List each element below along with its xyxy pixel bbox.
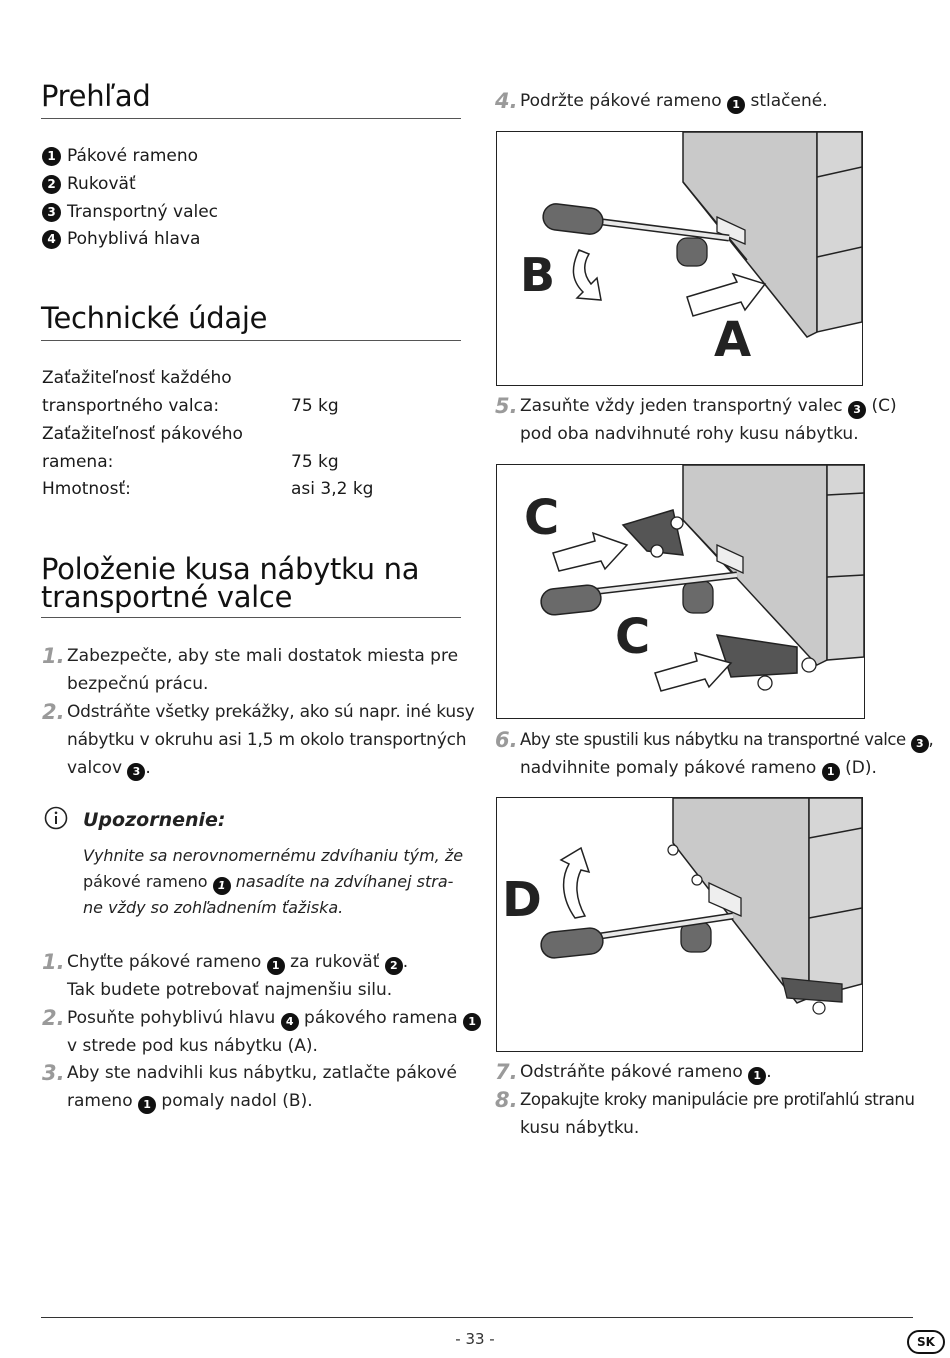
- ref-badge: 3: [848, 401, 866, 419]
- step-text-part: rameno: [67, 1091, 133, 1111]
- language-badge: SK: [907, 1330, 945, 1354]
- figure-label-a: A: [714, 312, 752, 368]
- tech-label: Hmotnosť:: [42, 479, 131, 499]
- overview-item-label: Pohyblivá hlava: [67, 229, 201, 249]
- step-text-part: nadvihnite pomaly pákové rameno: [520, 758, 817, 778]
- ref-badge: 1: [463, 1013, 481, 1031]
- step-text: [520, 726, 933, 754]
- step-text-part: Odstráňte pákové rameno: [520, 1062, 743, 1082]
- step-text-part: ,: [928, 730, 934, 749]
- note-text-part: nasadíte na zdvíhanej stra-: [235, 872, 454, 891]
- step-number: 1.: [42, 644, 65, 668]
- ref-badge: 3: [127, 763, 145, 781]
- info-icon: [44, 806, 68, 830]
- overview-title: Prehľad: [41, 79, 151, 113]
- step-text-part: (D).: [845, 758, 877, 778]
- placing-title-line2: transportné valce: [41, 580, 293, 614]
- figure-label-c: C: [524, 490, 560, 546]
- overview-item-label: Transportný valec: [67, 202, 219, 222]
- tech-label: Zaťažiteľnosť každého: [42, 368, 232, 388]
- step-text: pod oba nadvihnuté rohy kusu nábytku.: [520, 424, 859, 444]
- overview-item: [42, 228, 200, 250]
- step-text: [67, 1004, 481, 1032]
- step-text-part: pákového ramena: [304, 1008, 458, 1028]
- tech-value: 75 kg: [291, 396, 339, 416]
- ref-badge: 2: [385, 957, 403, 975]
- note-text: Vyhnite sa nerovnomernému zdvíhaniu tým, že: [83, 846, 464, 865]
- ref-badge: 1: [267, 957, 285, 975]
- number-badge: 1: [42, 147, 61, 166]
- note-text: ne vždy so zohľadnením ťažiska.: [83, 898, 344, 917]
- overview-item-label: Rukoväť: [67, 174, 136, 194]
- step-text: Tak budete potrebovať najmenšiu silu.: [67, 980, 393, 1000]
- step-text: [67, 754, 151, 782]
- note-title: Upozornenie:: [83, 809, 226, 831]
- tech-label: Zaťažiteľnosť pákového: [42, 424, 243, 444]
- ref-badge: 1: [748, 1067, 766, 1085]
- step-text: [520, 392, 897, 420]
- ref-badge: 1: [138, 1096, 156, 1114]
- overview-item: [42, 145, 198, 167]
- figure-label-b: B: [520, 248, 556, 302]
- step-text-part: Posuňte pohyblivú hlavu: [67, 1008, 276, 1028]
- step-text: Zopakujte kroky manipulácie pre protiľahlú stranu: [520, 1090, 915, 1109]
- figure-label-d: D: [502, 872, 542, 928]
- page-number: - 33 -: [455, 1330, 495, 1348]
- note-text: [83, 869, 453, 895]
- tech-value: 75 kg: [291, 452, 339, 472]
- figure-label-c: C: [615, 609, 651, 665]
- step-text-part: valcov: [67, 758, 123, 778]
- step-number: 7.: [495, 1060, 518, 1084]
- tech-title: Technické údaje: [41, 301, 268, 335]
- ref-badge: 3: [911, 735, 929, 753]
- step-text-part: stlačené.: [750, 91, 828, 111]
- overview-item: [42, 173, 136, 195]
- step-text-part: .: [145, 758, 151, 778]
- number-badge: 4: [42, 230, 61, 249]
- step-text: bezpečnú prácu.: [67, 674, 209, 694]
- figure-lever-press: [496, 131, 863, 386]
- step-number: 8.: [495, 1088, 518, 1112]
- step-text-part: za rukoväť: [290, 952, 380, 972]
- step-text: Zabezpečte, aby ste mali dostatok miesta pre: [67, 646, 459, 666]
- step-text-part: pomaly nadol (B).: [161, 1091, 313, 1111]
- ref-badge: 1: [822, 763, 840, 781]
- step-text-part: Aby ste spustili kus nábytku na transportné valce: [520, 730, 906, 749]
- figure-insert-rollers: [496, 464, 865, 719]
- overview-item: [42, 201, 218, 223]
- step-number: 6.: [495, 728, 518, 752]
- note-text-part: pákové rameno: [83, 872, 208, 891]
- step-number: 1.: [42, 950, 65, 974]
- tech-rule: [41, 340, 461, 341]
- footer-rule: [41, 1317, 913, 1318]
- step-text: [67, 948, 408, 976]
- step-number: 4.: [495, 89, 518, 113]
- step-text: nábytku v okruhu asi 1,5 m okolo transportných: [67, 730, 467, 750]
- step-number: 2.: [42, 700, 65, 724]
- step-text: [67, 1087, 313, 1115]
- step-text: v strede pod kus nábytku (A).: [67, 1036, 318, 1056]
- step-number: 5.: [495, 394, 518, 418]
- placing-title-line1: Položenie kusa nábytku na: [41, 552, 420, 586]
- step-text: [520, 87, 828, 115]
- number-badge: 3: [42, 203, 61, 222]
- step-text-part: Chyťte pákové rameno: [67, 952, 262, 972]
- overview-rule: [41, 118, 461, 119]
- tech-value: asi 3,2 kg: [291, 479, 374, 499]
- step-number: 3.: [42, 1061, 65, 1085]
- step-text: [520, 754, 877, 782]
- ref-badge: 4: [281, 1013, 299, 1031]
- step-text-part: .: [402, 952, 409, 972]
- step-number: 2.: [42, 1006, 65, 1030]
- step-text: Odstráňte všetky prekážky, ako sú napr. iné kusy: [67, 702, 475, 722]
- step-text: Aby ste nadvihli kus nábytku, zatlačte pákové: [67, 1063, 458, 1083]
- step-text-part: .: [766, 1062, 772, 1082]
- placing-rule: [41, 617, 461, 618]
- step-text-part: Podržte pákové rameno: [520, 91, 722, 111]
- step-text: [520, 1058, 772, 1086]
- ref-badge: 1: [727, 96, 745, 114]
- ref-badge: 1: [213, 877, 231, 895]
- overview-item-label: Pákové rameno: [67, 146, 199, 166]
- tech-label: transportného valca:: [42, 396, 220, 416]
- tech-label: ramena:: [42, 452, 114, 472]
- step-text: kusu nábytku.: [520, 1118, 640, 1138]
- number-badge: 2: [42, 175, 61, 194]
- figure-lower-furniture: [496, 797, 863, 1052]
- step-text-part: Zasuňte vždy jeden transportný valec: [520, 396, 843, 416]
- step-text-part: (C): [871, 396, 897, 416]
